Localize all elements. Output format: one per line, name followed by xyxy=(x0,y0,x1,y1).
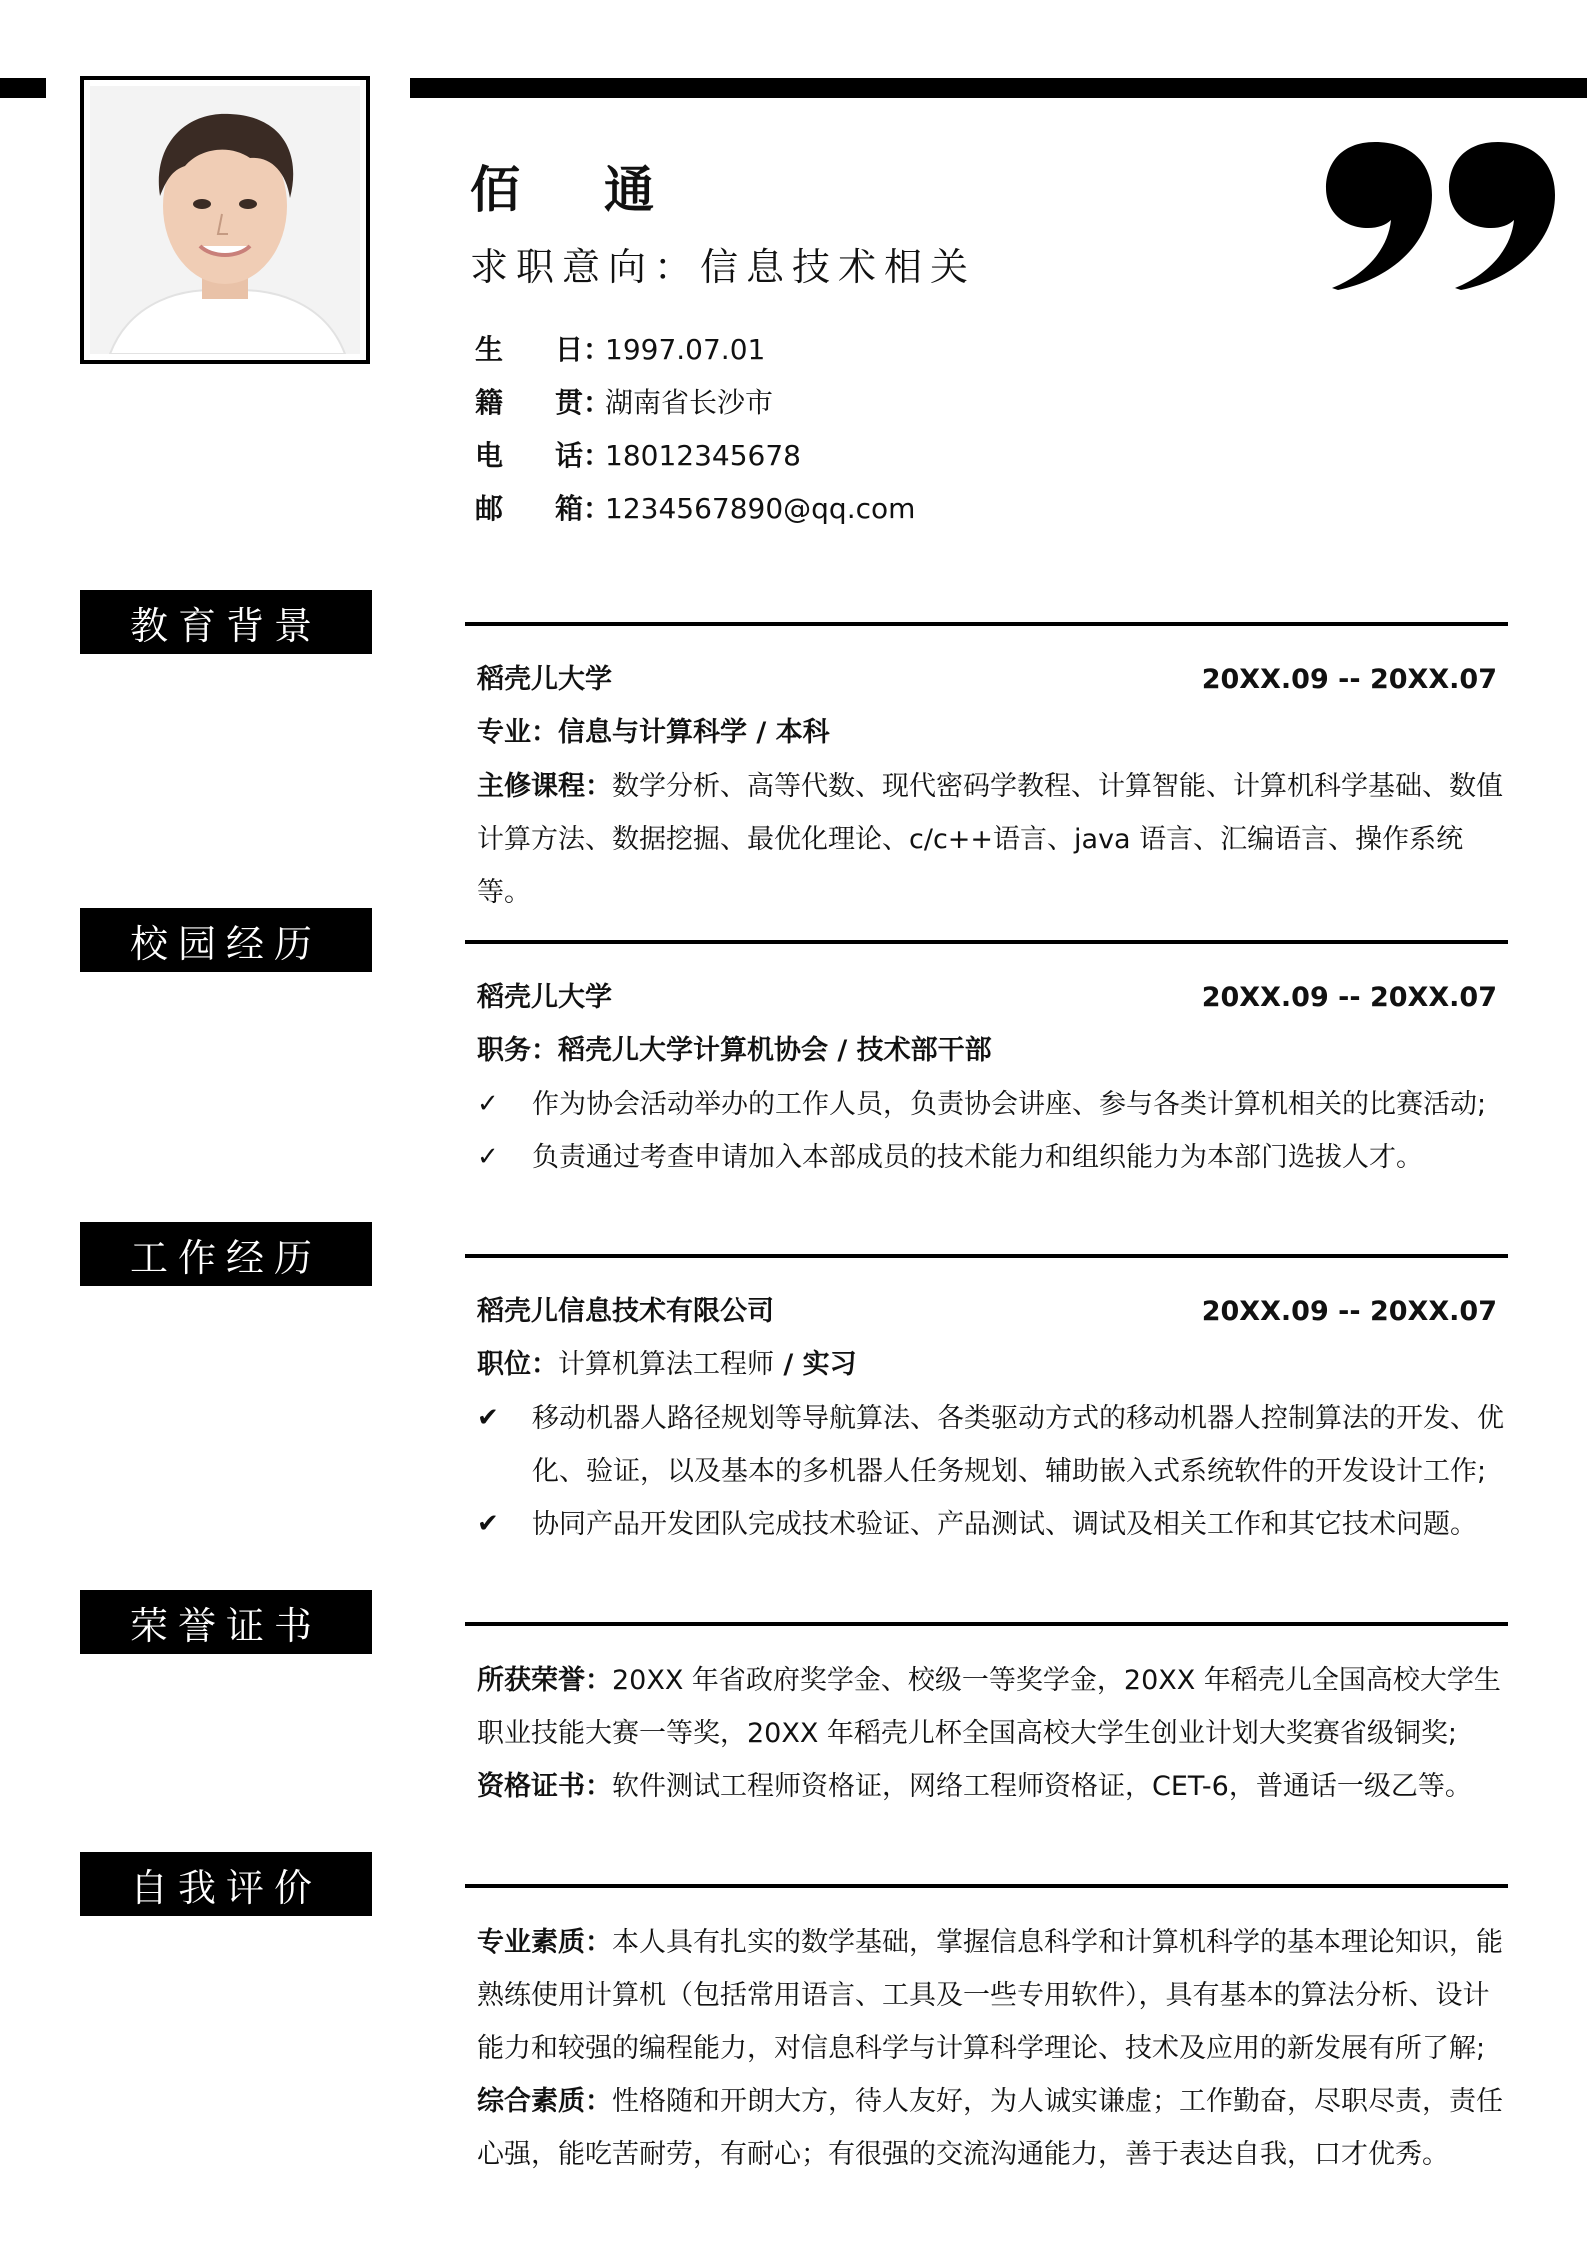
work-position-row: 职位：计算机算法工程师 / 实习 xyxy=(477,1349,857,1380)
section-divider xyxy=(465,940,1508,944)
campus-role-row: 职务：稻壳儿大学计算机协会 / 技术部干部 xyxy=(477,1035,992,1066)
list-item: ✔ 协同产品开发团队完成技术验证、产品测试、调试及相关工作和其它技术问题。 xyxy=(477,1498,1507,1551)
campus-org: 稻壳儿大学 xyxy=(477,982,612,1013)
info-birthday: 生 日： 1997.07.01 xyxy=(475,333,766,366)
education-school-row xyxy=(477,662,1497,698)
section-title-education: 教育背景 xyxy=(80,590,372,654)
school-name: 稻壳儿大学 xyxy=(477,664,612,695)
major-value: 信息与计算科学 / 本科 xyxy=(558,717,830,748)
courses-text: 数学分析、高等代数、现代密码学教程、计算智能、计算机科学基础、数值计算方法、数据挖掘、最优化理论、c/c++语言、java 语言、汇编语言、操作系统等。 xyxy=(477,771,1503,908)
honors-awards: 所获荣誉：20XX 年省政府奖学金、校级一等奖学金，20XX 年稻壳儿全国高校大学生职业技能大赛一等奖，20XX 年稻壳儿杯全国高校大学生创业计划大奖赛省级铜奖; xyxy=(477,1665,1501,1749)
campus-org-row xyxy=(477,980,1497,1016)
name-char-2: 通 xyxy=(604,160,656,219)
professional-text: 本人具有扎实的数学基础，掌握信息科学和计算机科学的基本理论知识，能熟练使用计算机（包括常用语言、工具及一些专用软件），具有基本的算法分析、设计能力和较强的编程能力，对信息科学与计算科学理论、技术及应用的新发展有所了解; xyxy=(477,1927,1503,2064)
position-type: / 实习 xyxy=(774,1349,857,1380)
checkmark-icon: ✔ xyxy=(477,1509,499,1539)
name-char-1: 佰 xyxy=(470,160,522,219)
hometown-value: 湖南省长沙市 xyxy=(605,386,774,419)
avatar xyxy=(90,86,360,354)
self-eval-general: 综合素质：性格随和开朗大方，待人友好，为人诚实谦虚；工作勤奋，尽职尽责，责任心强，能吃苦耐劳，有耐心；有很强的交流沟通能力，善于表达自我，口才优秀。 xyxy=(477,2086,1503,2170)
section-title-self-eval: 自我评价 xyxy=(80,1852,372,1916)
campus-date: 20XX.09 -- 20XX.07 xyxy=(1201,982,1497,1013)
checkmark-icon: ✓ xyxy=(477,1142,499,1172)
info-email: 邮 箱： 1234567890@qq.com xyxy=(475,492,916,525)
list-item: ✔ 移动机器人路径规划等导航算法、各类驱动方式的移动机器人控制算法的开发、优化、验证，以及基本的多机器人任务规划、辅助嵌入式系统软件的开发设计工作; xyxy=(477,1392,1507,1498)
info-phone: 电 话： 18012345678 xyxy=(475,439,801,472)
checkmark-icon: ✔ xyxy=(477,1403,499,1433)
awards-text: 20XX 年省政府奖学金、校级一等奖学金，20XX 年稻壳儿全国高校大学生职业技能大赛一等奖，20XX 年稻壳儿杯全国高校大学生创业计划大奖赛省级铜奖; xyxy=(477,1665,1501,1749)
section-divider xyxy=(465,1884,1508,1888)
education-date: 20XX.09 -- 20XX.07 xyxy=(1201,664,1497,695)
list-item: ✓ 负责通过考查申请加入本部成员的技术能力和组织能力为本部门选拔人才。 xyxy=(477,1131,1507,1184)
general-text: 性格随和开朗大方，待人友好，为人诚实谦虚；工作勤奋，尽职尽责，责任心强，能吃苦耐劳，有耐心；有很强的交流沟通能力，善于表达自我，口才优秀。 xyxy=(477,2086,1503,2170)
section-divider xyxy=(465,622,1508,626)
list-item: ✓ 作为协会活动举办的工作人员，负责协会讲座、参与各类计算机相关的比赛活动; xyxy=(477,1078,1507,1131)
checkmark-icon: ✓ xyxy=(477,1089,499,1119)
section-divider xyxy=(465,1622,1508,1626)
education-courses: 主修课程：数学分析、高等代数、现代密码学教程、计算智能、计算机科学基础、数值计算方法、数据挖掘、最优化理论、c/c++语言、java 语言、汇编语言、操作系统等。 xyxy=(477,771,1503,908)
role-value: 稻壳儿大学计算机协会 / 技术部干部 xyxy=(558,1035,992,1066)
company-name: 稻壳儿信息技术有限公司 xyxy=(477,1296,774,1327)
honors-certs: 资格证书：软件测试工程师资格证，网络工程师资格证，CET-6，普通话一级乙等。 xyxy=(477,1771,1472,1802)
portrait-illustration xyxy=(90,86,360,354)
candidate-name xyxy=(470,150,656,222)
work-company-row xyxy=(477,1294,1497,1330)
top-bar-right xyxy=(410,78,1587,98)
info-hometown: 籍 贯： 湖南省长沙市 xyxy=(475,386,774,419)
work-date: 20XX.09 -- 20XX.07 xyxy=(1201,1296,1497,1327)
birthday-value: 1997.07.01 xyxy=(605,333,766,366)
section-title-campus: 校园经历 xyxy=(80,908,372,972)
self-eval-professional: 专业素质：本人具有扎实的数学基础，掌握信息科学和计算机科学的基本理论知识，能熟练使用计算机（包括常用语言、工具及一些专用软件），具有基本的算法分析、设计能力和较强的编程能力，对信息科学与计算科学理论、技术及应用的新发展有所了解; xyxy=(477,1927,1503,2064)
phone-value: 18012345678 xyxy=(605,439,801,472)
job-intent: 求职意向：信息技术相关 xyxy=(470,245,977,289)
top-bar-left xyxy=(0,78,46,98)
profile-photo xyxy=(80,76,370,364)
education-major-row: 专业：信息与计算科学 / 本科 xyxy=(477,717,830,748)
section-title-honors: 荣誉证书 xyxy=(80,1590,372,1654)
email-value: 1234567890@qq.com xyxy=(605,492,916,525)
section-divider xyxy=(465,1254,1508,1258)
quote-mark-icon xyxy=(1320,140,1560,290)
section-title-work: 工作经历 xyxy=(80,1222,372,1286)
position-value: 计算机算法工程师 xyxy=(558,1349,774,1380)
certs-text: 软件测试工程师资格证，网络工程师资格证，CET-6，普通话一级乙等。 xyxy=(612,1771,1472,1802)
